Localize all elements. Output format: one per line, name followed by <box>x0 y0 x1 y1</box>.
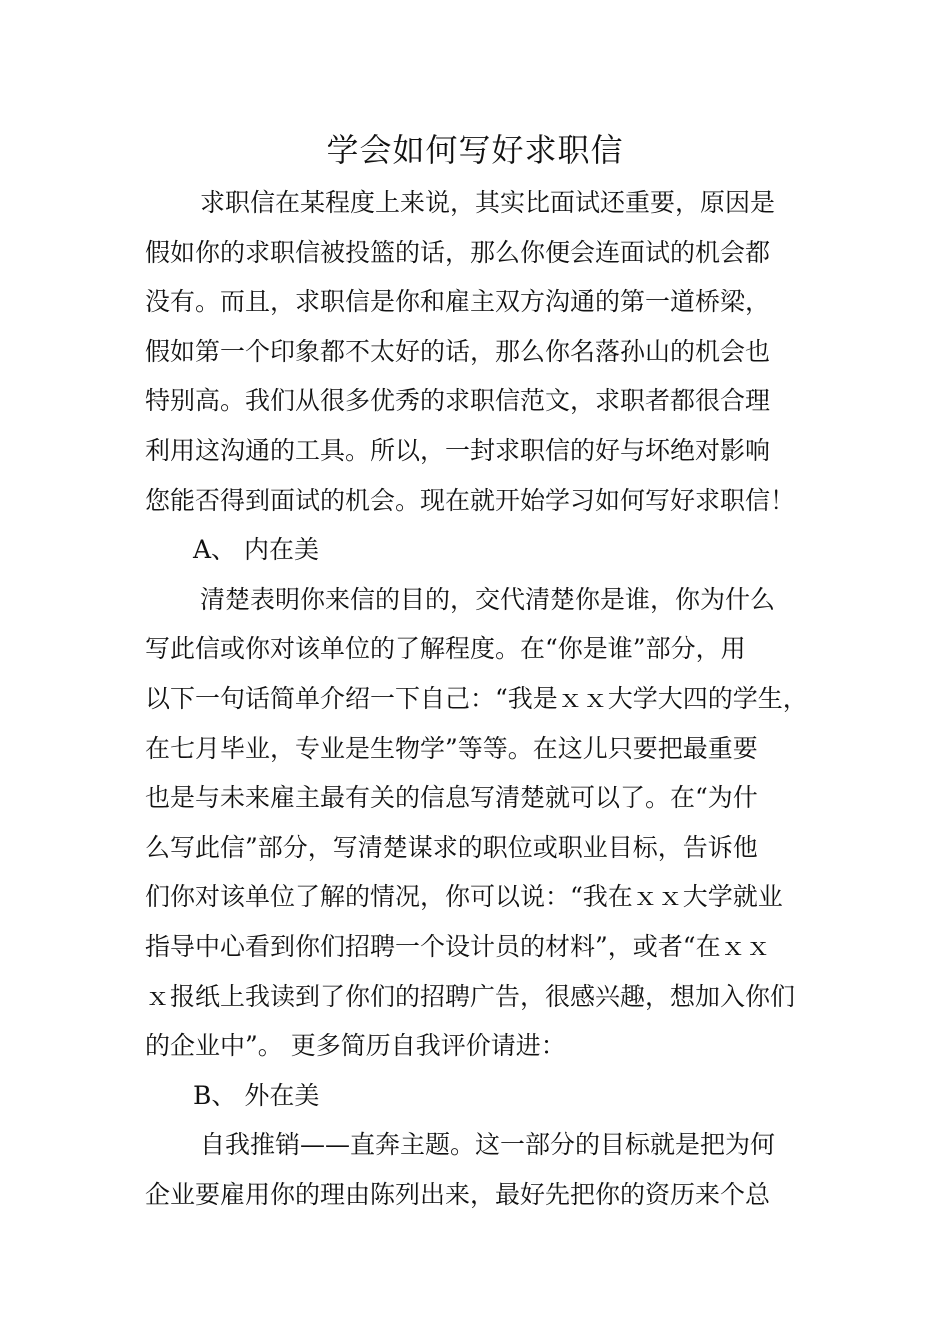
paragraph-line: 以下一句话简单介绍一下自己：“我是ｘｘ大学大四的学生， <box>145 683 808 713</box>
paragraph-line: 企业要雇用你的理由陈列出来，最好先把你的资历来个总 <box>145 1179 771 1209</box>
document-title: 学会如何写好求职信 <box>326 131 624 169</box>
document-body <box>145 178 825 1219</box>
paragraph-line: 假如第一个印象都不太好的话，那么你名落孙山的机会也 <box>145 336 771 366</box>
paragraph-line: 自我推销——直奔主题。这一部分的目标就是把为何 <box>200 1130 776 1160</box>
paragraph-line: 在七月毕业，专业是生物学”等等。在这儿只要把最重要 <box>145 733 758 763</box>
paragraph-line: 么写此信”部分，写清楚谋求的职位或职业目标，告诉他 <box>145 832 758 862</box>
paragraph-line: 利用这沟通的工具。所以，一封求职信的好与坏绝对影响 <box>145 435 771 465</box>
paragraph-line: 求职信在某程度上来说，其实比面试还重要，原因是 <box>200 188 776 217</box>
paragraph-line: 您能否得到面试的机会。现在就开始学习如何写好求职信！ <box>145 485 796 515</box>
paragraph-line: ｘ报纸上我读到了你们的招聘广告，很感兴趣，想加入你们 <box>145 981 796 1011</box>
paragraph-line: 的企业中”。 更多简历自我评价请进： <box>145 1031 566 1061</box>
paragraph-line: 写此信或你对该单位的了解程度。在“你是谁”部分，用 <box>145 634 746 664</box>
section-heading-a: A、 内在美 <box>193 535 320 565</box>
paragraph-line: 指导中心看到你们招聘一个设计员的材料”，或者“在ｘｘ <box>145 931 771 961</box>
paragraph-line: 清楚表明你来信的目的，交代清楚你是谁，你为什么 <box>200 584 776 614</box>
paragraph-line: 也是与未来雇主最有关的信息写清楚就可以了。在“为什 <box>145 783 758 813</box>
paragraph-line: 没有。而且，求职信是你和雇主双方沟通的第一道桥梁， <box>145 287 771 317</box>
paragraph-line: 特别高。我们从很多优秀的求职信范文，求职者都很合理 <box>145 386 771 416</box>
paragraph-line: 们你对该单位了解的情况，你可以说：“我在ｘｘ大学就业 <box>145 882 783 912</box>
paragraph-line: 假如你的求职信被投篮的话，那么你便会连面试的机会都 <box>145 237 771 267</box>
section-heading-b: B、 外在美 <box>193 1080 320 1110</box>
